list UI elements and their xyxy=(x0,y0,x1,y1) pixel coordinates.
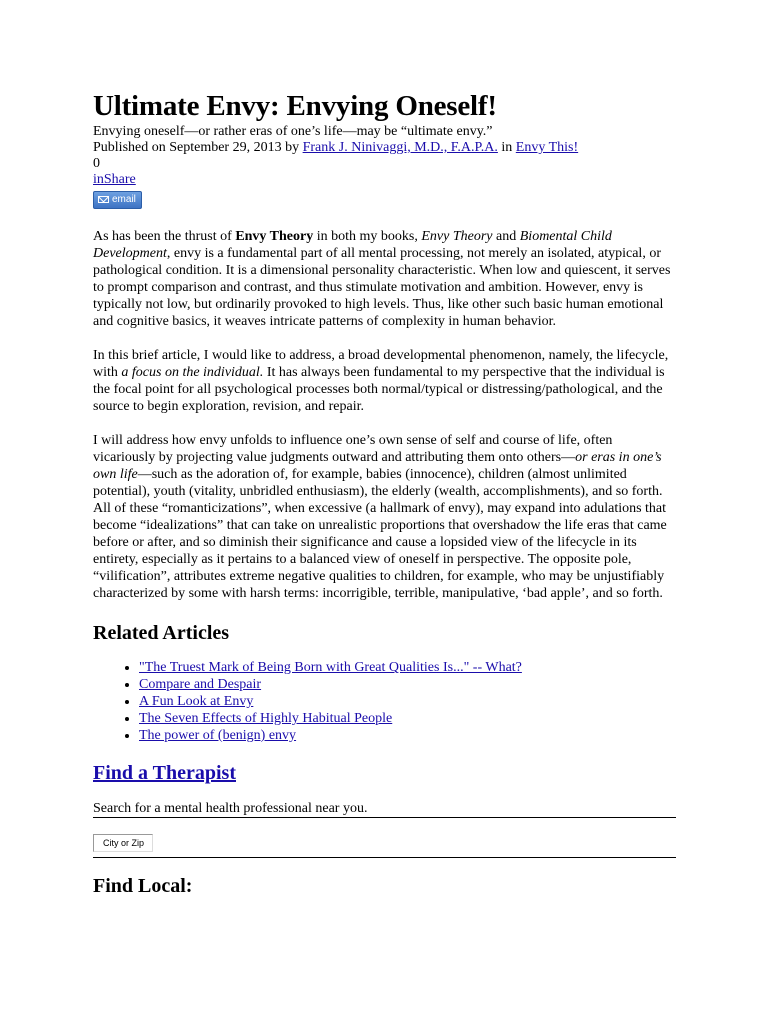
p1-italic-book1: Envy Theory xyxy=(421,229,493,244)
p1-bold: Envy Theory xyxy=(235,229,314,244)
divider xyxy=(93,817,676,818)
author-link[interactable]: Frank J. Ninivaggi, M.D., F.A.P.A. xyxy=(302,140,498,155)
article-page xyxy=(93,88,676,898)
city-zip-input[interactable]: City or Zip xyxy=(93,834,153,852)
paragraph-2 xyxy=(93,347,676,415)
byline xyxy=(93,140,676,156)
p2-italic: a focus on the individual. xyxy=(121,365,264,380)
p1-text-g: , envy is a fundamental part of all mental processing, not merely an isolated, atypical, or pathological condition. It is a dimensional personality characteristic. When low and quiescent, it serves to prompt comparison and contrast, and thus stimulate motivation and ambition. However, envy is typically not low, but ordinarily provoked to high levels. Thus, like other such basic human emotional and cognitive basics, it weaves intricate patterns of complexity in human behavior. xyxy=(93,246,671,329)
p2-text-c: It has always been fundamental to my perspective that the individual is the focal point for all psychological processes both normal/typical or distressing/pathological, and the source to begin exploration, revision, and repair. xyxy=(93,365,665,414)
related-link-4[interactable]: The Seven Effects of Highly Habitual People xyxy=(139,711,393,726)
find-therapist-link[interactable]: Find a Therapist xyxy=(93,762,236,784)
share-count: 0 xyxy=(93,156,100,171)
list-item xyxy=(139,676,676,693)
therapist-description: Search for a mental health professional near you. xyxy=(93,801,368,816)
p3-text-a: I will address how envy unfolds to influence one’s own sense of self and course of life, often vicariously by projecting value judgments outward and attributing them onto others— xyxy=(93,433,613,465)
article-subtitle: Envying oneself—or rather eras of one’s life—may be “ultimate envy.” xyxy=(93,124,493,139)
paragraph-3 xyxy=(93,432,676,602)
byline-in: in xyxy=(497,140,516,155)
list-item xyxy=(139,710,676,727)
related-link-2[interactable]: Compare and Despair xyxy=(139,677,262,692)
list-item xyxy=(139,727,676,744)
email-button-label: email xyxy=(112,194,136,205)
envelope-icon xyxy=(98,196,109,203)
p1-italic-book2: Biomental Child Development xyxy=(93,229,612,261)
paragraph-1 xyxy=(93,228,676,330)
p3-text-c: —such as the adoration of, for example, babies (innocence), children (almost unlimited potential), youth (vitality, unbridled enthusiasm), the elderly (wealth, accomplishments), and so forth. All of these “romanticizations”, when excessive (a hallmark of envy), may expand into adulations that become “idealizations” that can take on unrealistic proportions that overshadow the life eras that came before or after, and so diminish their significance and cause a lopsided view of the lifecycle in its entirety, especially as it pertains to a balanced view of oneself in perspective. The opposite pole, “vilification”, attributes extreme negative qualities to children, for example, who may be unjustifiably characterized by some with harsh terms: incorrigible, terrible, manipulative, ‘bad apple’, and so forth. xyxy=(93,467,667,601)
p2-text-a: In this brief article, I would like to address, a broad developmental phenomenon, namely, the lifecycle, with xyxy=(93,348,669,380)
find-local-heading: Find Local: xyxy=(93,875,193,897)
email-button[interactable] xyxy=(93,191,142,209)
related-link-5[interactable]: The power of (benign) envy xyxy=(139,728,297,743)
published-date: Published on September 29, 2013 by xyxy=(93,140,303,155)
related-link-1[interactable]: "The Truest Mark of Being Born with Great Qualities Is..." -- What? xyxy=(139,660,522,675)
blog-link[interactable]: Envy This! xyxy=(515,140,579,155)
list-item xyxy=(139,659,676,676)
related-articles-list xyxy=(93,659,676,744)
divider xyxy=(93,857,676,858)
p3-italic: or eras in one’s own life xyxy=(93,450,662,482)
p1-text-c: in both my books, xyxy=(313,229,422,244)
p1-text-e: and xyxy=(492,229,520,244)
article-title: Ultimate Envy: Envying Oneself! xyxy=(93,90,497,122)
related-link-3[interactable]: A Fun Look at Envy xyxy=(139,694,254,709)
inshare-link[interactable]: inShare xyxy=(93,172,136,187)
p1-text-a: As has been the thrust of xyxy=(93,229,236,244)
list-item xyxy=(139,693,676,710)
related-articles-heading: Related Articles xyxy=(93,622,230,644)
